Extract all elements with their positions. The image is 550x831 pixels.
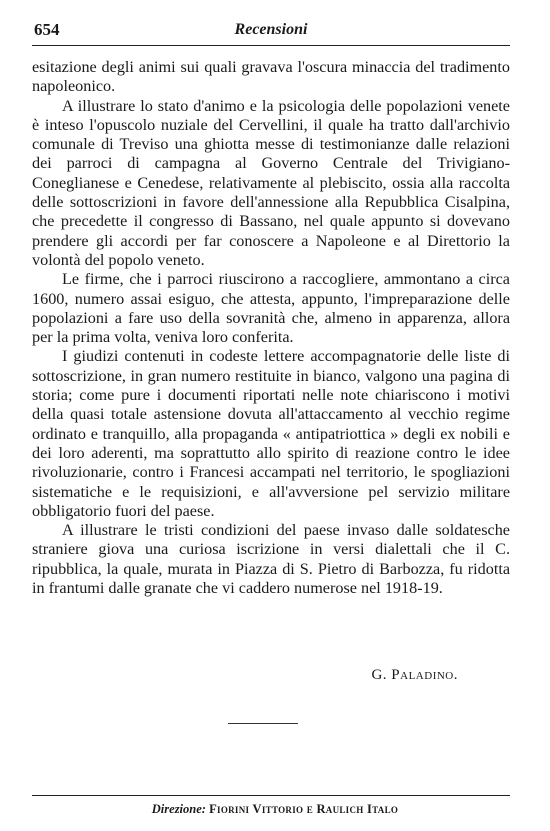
section-end-rule bbox=[228, 723, 298, 724]
paragraph: A illustrare lo stato d'animo e la psicologia delle popolazioni venete è inteso l'opuscolo nuziale del Cervellini, il quale ha tratto dall'archivio comunale di Treviso una ghiotta messe di testimonianze dalle relazioni dei parroci di campagna al Governo Centrale del Trivigiano-Coneglianese e Cenedese, relativamente al plebiscito, ossia alla raccolta delle sottoscrizioni in favore dell'annessione alla Repubblica Cisalpina, che precedette il congresso di Bassano, nel quale appunto si dovevano prendere gli accordi per far conoscere a Napoleone e al Direttorio la volontà del popolo veneto. bbox=[32, 96, 510, 269]
page-number: 654 bbox=[34, 20, 60, 39]
header-rule bbox=[32, 45, 510, 46]
paragraph: esitazione degli animi sui quali gravava l'oscura minaccia del tradimento napoleonico. bbox=[32, 58, 510, 96]
author-signature: G. Paladino. bbox=[371, 667, 458, 683]
paragraph: Le firme, che i parroci riuscirono a raccogliere, ammontano a circa 1600, numero assai esiguo, che attesta, appunto, l'impreparazione delle popolazioni a fare uso della sovranità che, almeno in apparenza, allora per la prima volta, veniva loro conferita. bbox=[32, 270, 510, 347]
footer-rule bbox=[32, 795, 510, 796]
paragraph: A illustrare le tristi condizioni del paese invaso dalle soldatesche straniere giova una curiosa iscrizione in versi dialettali che il C. ripubblica, la quale, murata in Piazza di S. Pietro di Barbozza, fu ridotta in frantumi dalle granate che vi caddero numerose nel 1918-19. bbox=[32, 521, 510, 598]
footer-names: Fiorini Vittorio e Raulich Italo bbox=[209, 802, 399, 816]
paragraph: I giudizi contenuti in codeste lettere accompagnatorie delle liste di sottoscrizione, in gran numero restituite in bianco, valgono una pagina di storia; come pure i documenti riportati nelle note chiariscono i motivi della quasi totale astensione dovuta all'attaccamento al vecchio regime ordinato e tranquillo, alla propaganda « antipatriottica » degli ex nobili e dei loro aderenti, ma soprattutto allo spirito di reazione contro le idee rivoluzionarie, contro i Francesi accampati nel territorio, le spogliazioni sistematiche e le requisizioni, e all'avversione pel servizio militare obbligatorio fuori del paese. bbox=[32, 347, 510, 520]
footer-label: Direzione: bbox=[151, 802, 210, 816]
running-title: Recensioni bbox=[234, 21, 308, 38]
body-text bbox=[32, 58, 510, 598]
page-header bbox=[32, 18, 510, 46]
page-footer bbox=[0, 802, 550, 817]
